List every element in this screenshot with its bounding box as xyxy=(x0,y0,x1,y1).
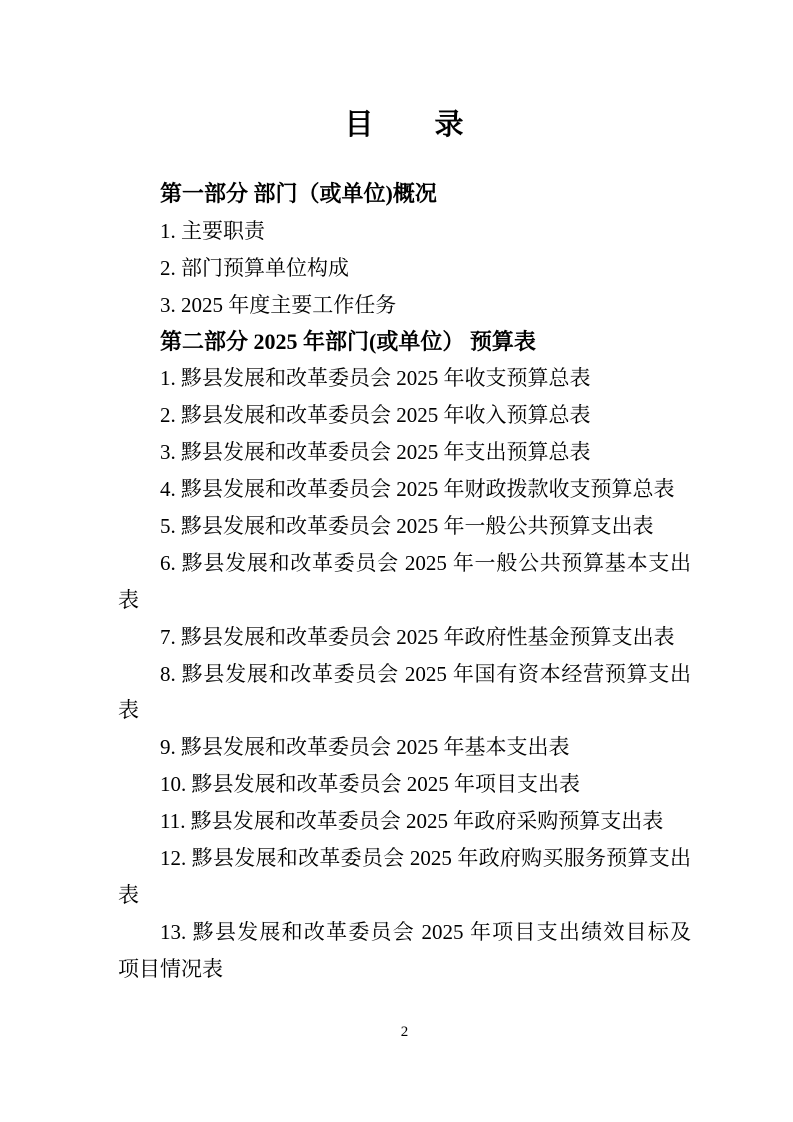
toc-item: 4. 黟县发展和改革委员会 2025 年财政拨款收支预算总表 xyxy=(160,477,675,502)
toc-item: 10. 黟县发展和改革委员会 2025 年项目支出表 xyxy=(160,772,580,797)
toc-section-heading-part1: 第一部分 部门（或单位)概况 xyxy=(160,181,437,206)
toc-item: 13. 黟县发展和改革委员会 2025 年项目支出绩效目标及 xyxy=(160,919,691,944)
toc-item: 12. 黟县发展和改革委员会 2025 年政府购买服务预算支出 xyxy=(160,846,691,871)
toc-item: 8. 黟县发展和改革委员会 2025 年国有资本经营预算支出 xyxy=(160,661,691,686)
toc-item-continuation: 表 xyxy=(118,587,139,612)
toc-item: 5. 黟县发展和改革委员会 2025 年一般公共预算支出表 xyxy=(160,514,654,539)
toc-item: 2. 部门预算单位构成 xyxy=(160,255,349,280)
page-title: 目 录 xyxy=(344,109,465,141)
toc-item: 1. 主要职责 xyxy=(160,218,265,243)
toc-item: 2. 黟县发展和改革委员会 2025 年收入预算总表 xyxy=(160,403,591,428)
toc-item: 9. 黟县发展和改革委员会 2025 年基本支出表 xyxy=(160,735,570,760)
toc-item-continuation: 项目情况表 xyxy=(118,956,223,981)
toc-section-heading-part2: 第二部分 2025 年部门(或单位） 预算表 xyxy=(160,328,536,354)
toc-item: 3. 2025 年度主要工作任务 xyxy=(160,292,397,317)
toc-item: 7. 黟县发展和改革委员会 2025 年政府性基金预算支出表 xyxy=(160,624,675,649)
toc-item: 3. 黟县发展和改革委员会 2025 年支出预算总表 xyxy=(160,440,591,465)
toc-item-continuation: 表 xyxy=(118,882,139,907)
toc-content xyxy=(118,103,691,988)
page-number: 2 xyxy=(400,1024,409,1040)
toc-item: 6. 黟县发展和改革委员会 2025 年一般公共预算基本支出 xyxy=(160,550,691,575)
toc-item-continuation: 表 xyxy=(118,698,139,723)
toc-item: 11. 黟县发展和改革委员会 2025 年政府采购预算支出表 xyxy=(160,809,664,834)
toc-item: 1. 黟县发展和改革委员会 2025 年收支预算总表 xyxy=(160,366,591,391)
